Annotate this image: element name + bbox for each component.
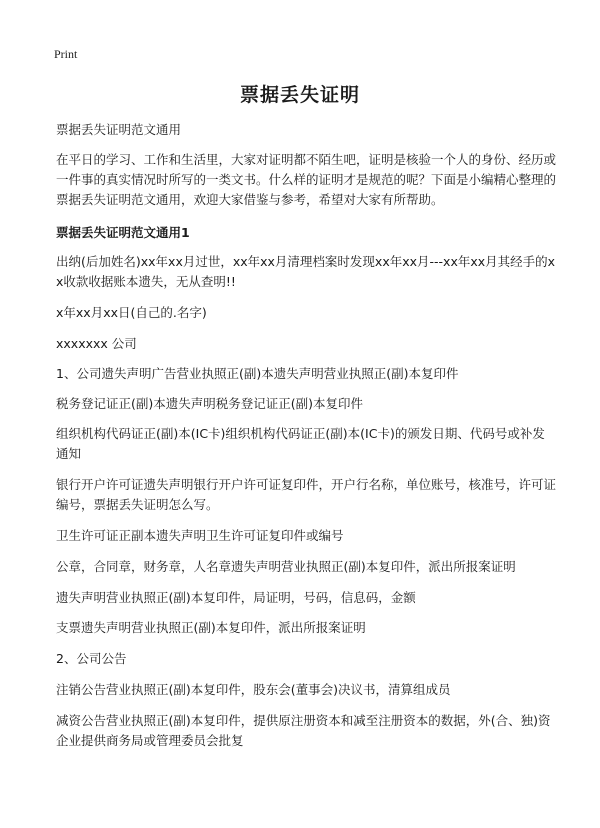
- paragraph: 公章，合同章，财务章，人名章遗失声明营业执照正(副)本复印件，派出所报案证明: [56, 559, 516, 574]
- paragraph: 注销公告营业执照正(副)本复印件，股东会(董事会)决议书，清算组成员: [56, 682, 451, 697]
- paragraph: 税务登记证正(副)本遗失声明税务登记证正(副)本复印件: [56, 396, 364, 411]
- paragraph: xxxxxxx 公司: [56, 336, 137, 351]
- paragraph: 1、公司遗失声明广告营业执照正(副)本遗失声明营业执照正(副)本复印件: [56, 366, 459, 381]
- paragraph: 在平日的学习、工作和生活里，大家对证明都不陌生吧，证明是核验一个人的身份、经历或一件事的真实情况时所写的一类文书。什么样的证明才是规范的呢？下面是小编精心整理的票据丢失证明范文通用，欢迎大家借鉴与参考，希望对大家有所帮助。: [56, 152, 557, 207]
- print-link[interactable]: Print: [54, 47, 78, 61]
- paragraph: 2、公司公告: [56, 651, 127, 666]
- document-body: [56, 120, 556, 751]
- paragraph: 遗失声明营业执照正(副)本复印件，局证明，号码，信息码，金额: [56, 590, 416, 605]
- document-title: 票据丢失证明: [239, 84, 360, 106]
- paragraph: 减资公告营业执照正(副)本复印件，提供原注册资本和减至注册资本的数据，外(合、独)资企业提供商务局或管理委员会批复: [56, 713, 551, 748]
- paragraph: 出纳(后加姓名)xx年xx月过世，xx年xx月清理档案时发现xx年xx月---xx年xx月其经手的xx收款收据账本遗失，无从查明!!: [56, 254, 556, 289]
- paragraph: 支票遗失声明营业执照正(副)本复印件，派出所报案证明: [56, 620, 366, 635]
- section-heading: 票据丢失证明范文通用1: [56, 225, 190, 240]
- paragraph: 银行开户许可证遗失声明银行开户许可证复印件，开户行名称，单位账号，核准号，许可证编号，票据丢失证明怎么写。: [56, 477, 557, 512]
- paragraph: 卫生许可证正副本遗失声明卫生许可证复印件或编号: [56, 528, 344, 543]
- paragraph: 组织机构代码证正(副)本(IC卡)组织机构代码证正(副)本(IC卡)的颁发日期、代码号或补发通知: [56, 426, 545, 461]
- paragraph: 票据丢失证明范文通用: [56, 122, 182, 137]
- paragraph: x年xx月xx日(自己的.名字): [56, 305, 207, 320]
